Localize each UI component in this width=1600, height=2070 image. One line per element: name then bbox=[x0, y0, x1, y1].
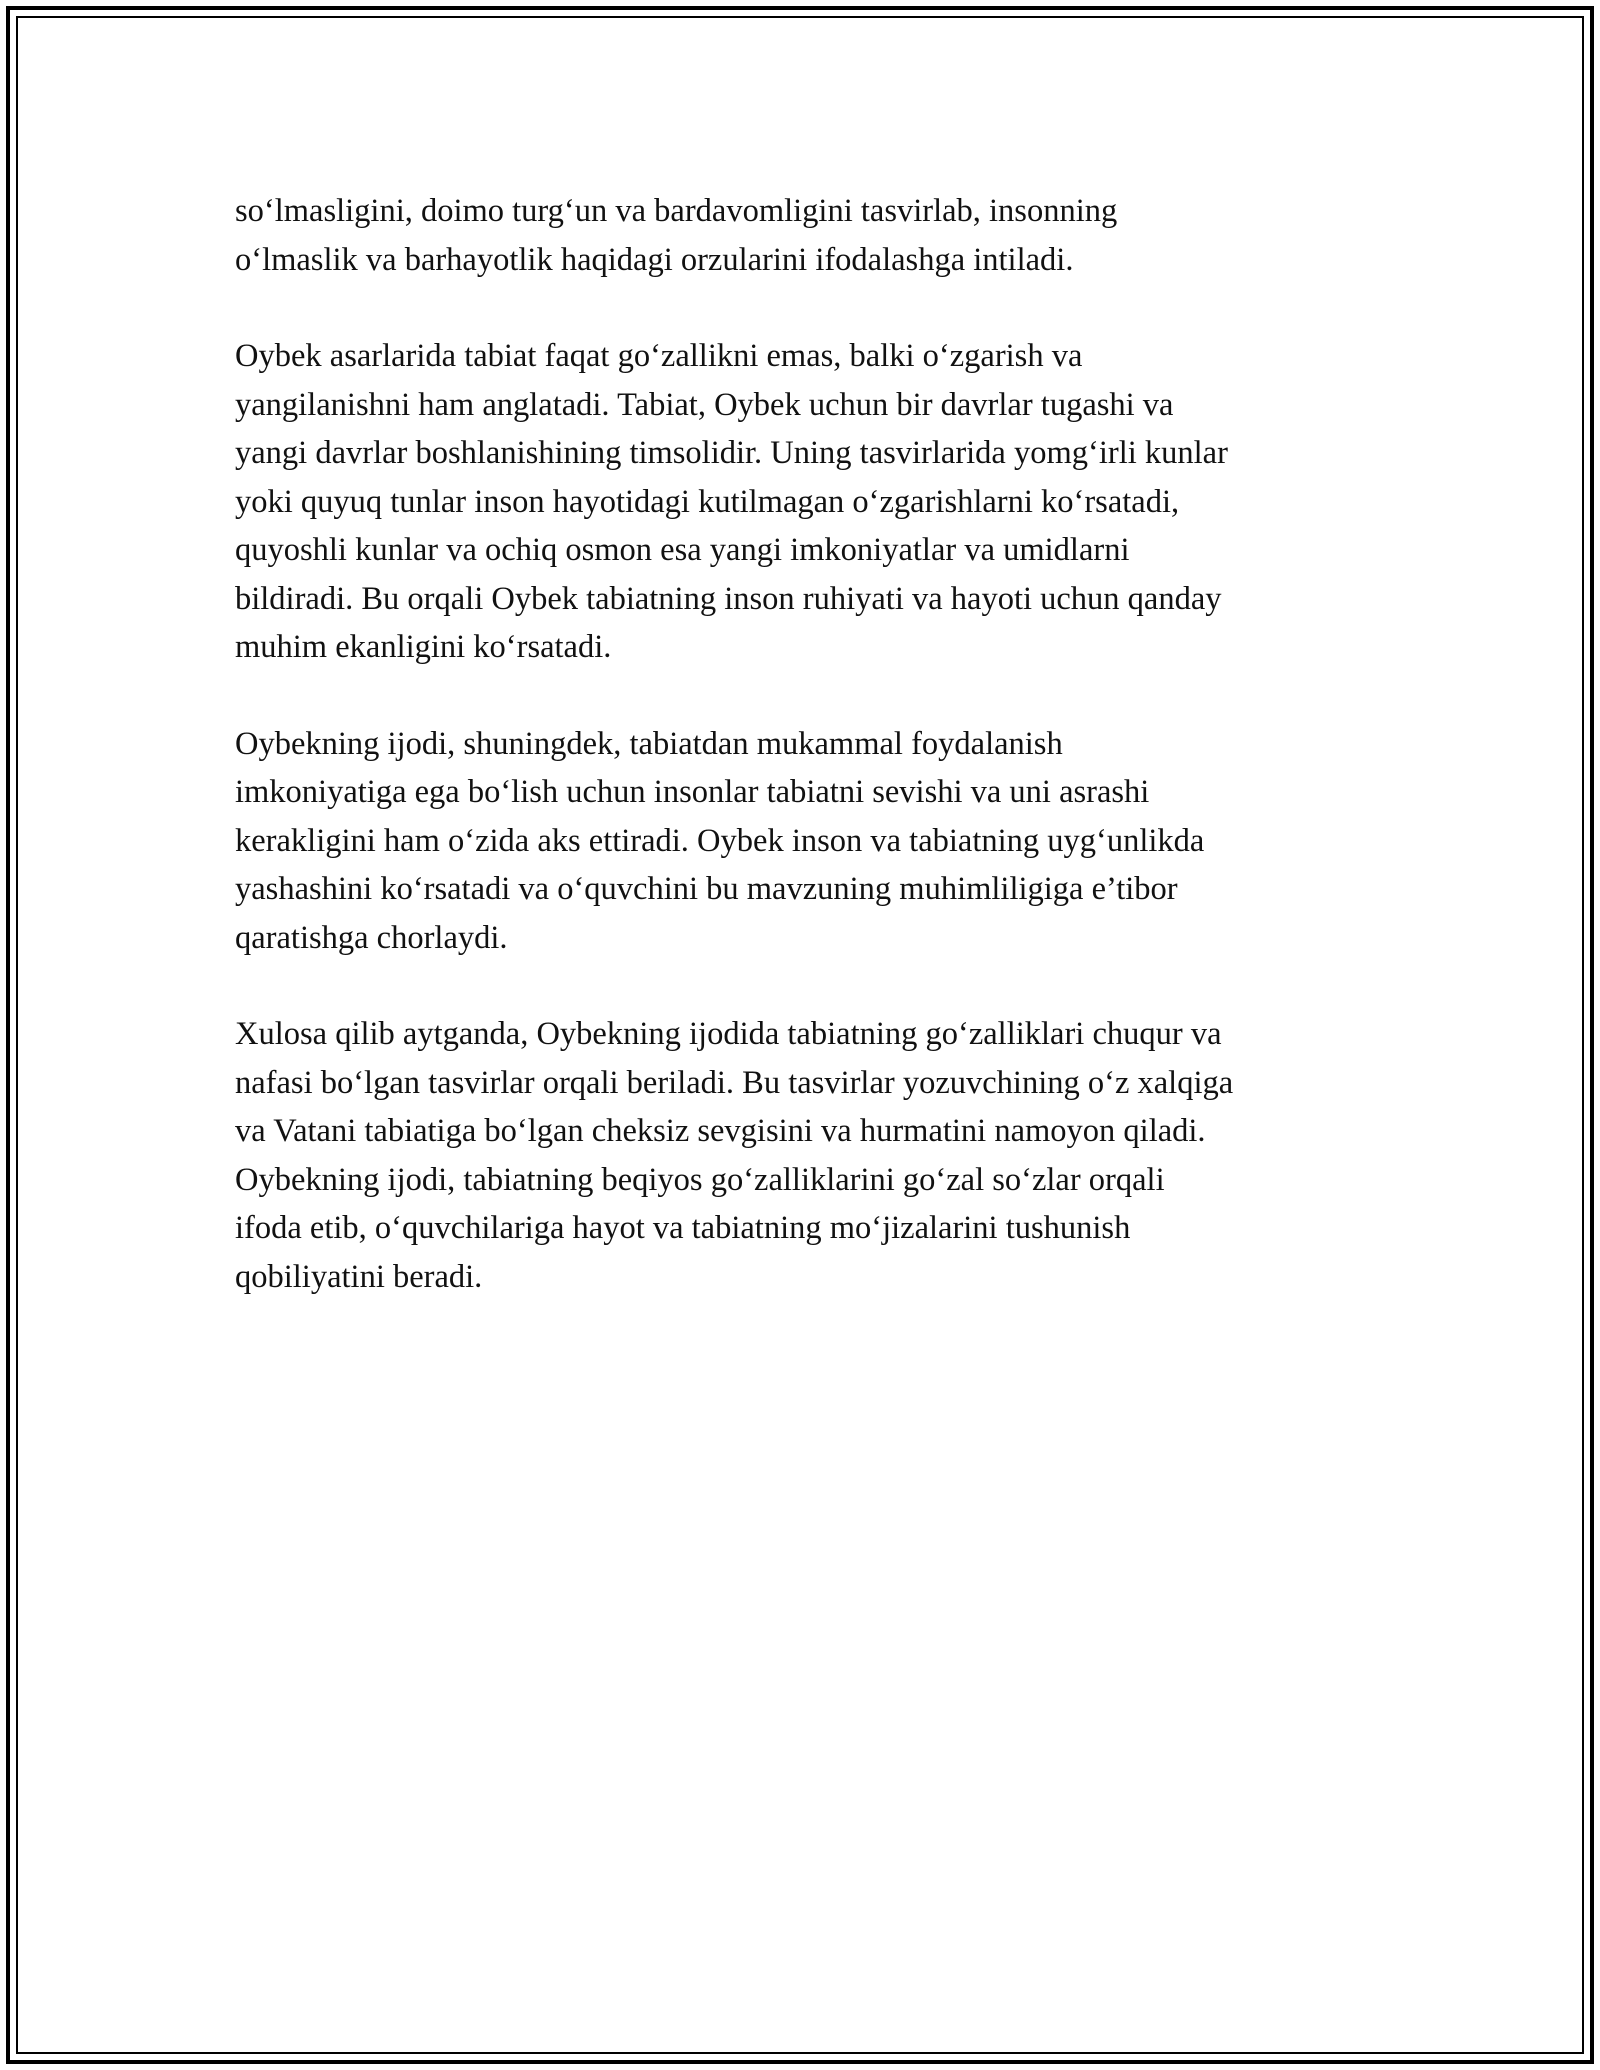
text-line: qobiliyatini beradi. bbox=[235, 1258, 483, 1295]
text-line: yashashini ko‘rsatadi va o‘quvchini bu mavzuning muhimliligiga e’tibor bbox=[235, 871, 1178, 907]
paragraph-1 bbox=[235, 187, 1385, 284]
text-line: qaratishga chorlaydi. bbox=[235, 919, 508, 956]
document-body bbox=[235, 187, 1385, 1349]
text-line: yangi davrlar boshlanishining timsolidir. Uning tasvirlarida yomg‘irli kunlar bbox=[235, 435, 1228, 471]
text-line: ifoda etib, o‘quvchilariga hayot va tabiatning mo‘jizalarini tushunish bbox=[235, 1210, 1131, 1246]
text-line: Oybekning ijodi, shuningdek, tabiatdan mukammal foydalanish bbox=[235, 725, 1063, 762]
text-line: yangilanishni ham anglatadi. Tabiat, Oybek uchun bir davrlar tugashi va bbox=[235, 386, 1174, 423]
text-line: o‘lmaslik va barhayotlik haqidagi orzularini ifodalashga intiladi. bbox=[235, 241, 1074, 278]
text-line: quyoshli kunlar va ochiq osmon esa yangi imkoniyatlar va umidlarni bbox=[235, 532, 1130, 568]
text-line: Oybek asarlarida tabiat faqat go‘zallikni emas, balki o‘zgarish va bbox=[235, 338, 1083, 374]
text-line: Oybekning ijodi, tabiatning beqiyos go‘zalliklarini go‘zal so‘zlar orqali bbox=[235, 1161, 1165, 1198]
text-line: so‘lmasligini, doimo turg‘un va bardavomligini tasvirlab, insonning bbox=[235, 193, 1118, 229]
text-line: nafasi bo‘lgan tasvirlar orqali beriladi. Bu tasvirlar yozuvchining o‘z xalqiga bbox=[235, 1064, 1234, 1101]
paragraph-2 bbox=[235, 332, 1385, 672]
text-line: muhim ekanligini ko‘rsatadi. bbox=[235, 629, 612, 665]
text-line: imkoniyatiga ega bo‘lish uchun insonlar tabiatni sevishi va uni asrashi bbox=[235, 774, 1150, 810]
paragraph-3 bbox=[235, 720, 1385, 963]
paragraph-4 bbox=[235, 1010, 1385, 1301]
text-line: Xulosa qilib aytganda, Oybekning ijodida tabiatning go‘zalliklari chuqur va bbox=[235, 1016, 1222, 1052]
text-line: kerakligini ham o‘zida aks ettiradi. Oybek inson va tabiatning uyg‘unlikda bbox=[235, 822, 1205, 859]
text-line: yoki quyuq tunlar inson hayotidagi kutilmagan o‘zgarishlarni ko‘rsatadi, bbox=[235, 483, 1180, 520]
text-line: bildiradi. Bu orqali Oybek tabiatning inson ruhiyati va hayoti uchun qanday bbox=[235, 580, 1222, 617]
text-line: va Vatani tabiatiga bo‘lgan cheksiz sevgisini va hurmatini namoyon qiladi. bbox=[235, 1113, 1206, 1149]
